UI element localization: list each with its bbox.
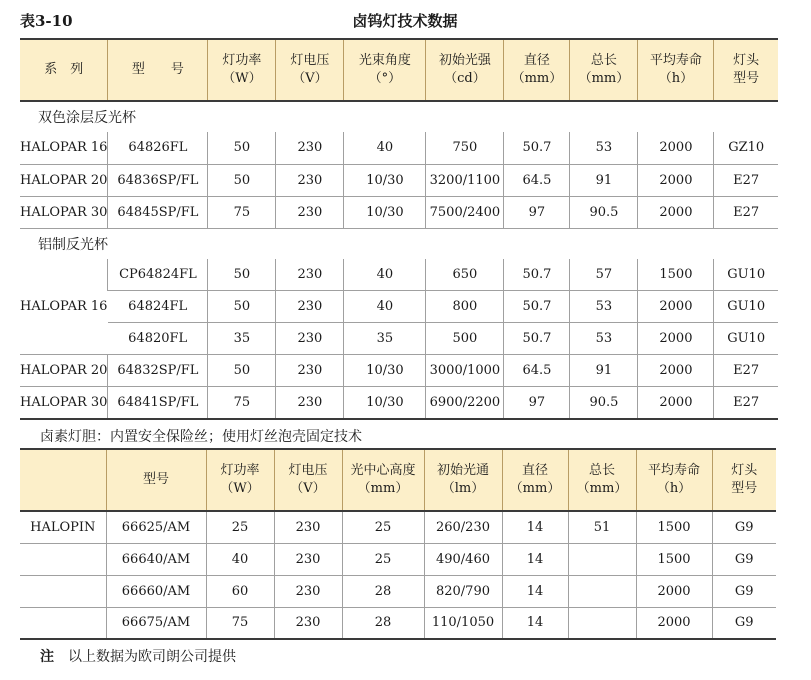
- column-header-line2: （mm）: [357, 481, 409, 496]
- column-header: [502, 449, 568, 511]
- table-cell: 14: [502, 543, 568, 575]
- column-header-line1: 总长: [588, 463, 615, 478]
- table-row: [20, 355, 778, 387]
- table-cell: 500: [426, 323, 504, 355]
- table-label: 表3-10: [20, 12, 73, 30]
- table-cell: 57: [570, 259, 638, 291]
- table-cell: 53: [570, 291, 638, 323]
- table-cell: 66660/AM: [106, 575, 206, 607]
- table-cell: 50.7: [504, 323, 570, 355]
- table-cell: 14: [502, 511, 568, 543]
- table-cell: 2000: [638, 355, 714, 387]
- table-cell: 64824FL: [128, 299, 188, 314]
- table-cell: 50.7: [504, 132, 570, 164]
- table-cell: 50: [208, 164, 276, 196]
- table-cell: 750: [426, 132, 504, 164]
- table-cell: 97: [504, 387, 570, 419]
- column-header: [106, 449, 206, 511]
- table-cell: 10/30: [344, 355, 426, 387]
- table-cell: 25: [342, 543, 424, 575]
- table-cell: [20, 607, 106, 639]
- table-cell: 97: [504, 196, 570, 228]
- section-row: [20, 101, 778, 132]
- table-cell: 75: [208, 196, 276, 228]
- table-cell: HALOPAR 30: [20, 394, 108, 410]
- table-cell: [568, 575, 636, 607]
- table-cell: 110/1050: [424, 607, 502, 639]
- column-header-line1: 型号: [142, 472, 169, 487]
- column-header: [20, 39, 108, 101]
- column-header-line1: 初始光通: [436, 463, 489, 478]
- table-cell: 7500/2400: [426, 196, 504, 228]
- section-title-halogen-capsule: 卤素灯胆：内置安全保险丝；使用灯丝泡壳固定技术: [40, 429, 362, 445]
- table-cell: G9: [712, 543, 776, 575]
- table-cell: 230: [274, 511, 342, 543]
- table-cell: 3200/1100: [426, 164, 504, 196]
- table-cell: 50: [208, 132, 276, 164]
- table-cell: 2000: [638, 387, 714, 419]
- table-cell: 230: [274, 575, 342, 607]
- table-cell: 650: [426, 259, 504, 291]
- table-cell: 64.5: [504, 355, 570, 387]
- table-cell: 1500: [636, 543, 712, 575]
- table-row: [20, 511, 776, 543]
- table-cell: CP64824FL: [108, 259, 208, 291]
- column-header-line2: （lm）: [441, 481, 485, 496]
- column-header-line2: （h）: [658, 71, 694, 86]
- table-cell: 2000: [638, 196, 714, 228]
- header-row: [20, 39, 778, 101]
- column-header-line2: （h）: [656, 481, 692, 496]
- column-header-line2: 型号: [733, 71, 760, 86]
- table-cell: 53: [570, 132, 638, 164]
- table-row: [20, 575, 776, 607]
- column-header: [342, 449, 424, 511]
- table-cell: 6900/2200: [426, 387, 504, 419]
- column-header: [638, 39, 714, 101]
- column-header-line1: 直径: [521, 463, 548, 478]
- column-header-line2: （V）: [290, 481, 326, 496]
- table-cell: 260/230: [424, 511, 502, 543]
- column-header-line2: （mm）: [509, 481, 561, 496]
- table-cell: 50.7: [504, 259, 570, 291]
- table-cell: 10/30: [344, 164, 426, 196]
- column-header: [426, 39, 504, 101]
- table-cell: 64832SP/FL: [108, 355, 208, 387]
- table-cell: 2000: [638, 164, 714, 196]
- table-cell: 10/30: [344, 196, 426, 228]
- table-cell: 800: [426, 291, 504, 323]
- section-title: 双色涂层反光杯: [38, 110, 136, 126]
- table-cell: HALOPIN: [30, 519, 96, 535]
- table-cell: HALOPAR 30: [20, 204, 108, 220]
- table-row: [20, 387, 778, 419]
- column-header: [636, 449, 712, 511]
- column-header-line1: 灯电压: [290, 53, 330, 68]
- column-header: [274, 449, 342, 511]
- table-title: 卤钨灯技术数据: [352, 12, 458, 30]
- table-row: [20, 323, 778, 355]
- table-cell: 75: [208, 387, 276, 419]
- lamp-data-table-1: [20, 38, 778, 420]
- table-cell: 2000: [638, 291, 714, 323]
- table-cell: E27: [714, 196, 778, 228]
- table-cell: 91: [570, 355, 638, 387]
- table-cell: 230: [274, 543, 342, 575]
- column-header: [276, 39, 344, 101]
- column-header-line1: 灯电压: [288, 463, 328, 478]
- column-header: [714, 39, 778, 101]
- column-header-line2: （cd）: [444, 71, 486, 86]
- series-cell: HALOPAR 16: [20, 259, 108, 355]
- table-cell: 53: [570, 323, 638, 355]
- table-cell: 230: [276, 164, 344, 196]
- table-cell: 40: [344, 259, 426, 291]
- table-cell: 90.5: [570, 387, 638, 419]
- table-cell: [568, 607, 636, 639]
- table-row: [20, 291, 778, 323]
- lamp-data-table-2: [20, 448, 776, 640]
- column-header: [206, 449, 274, 511]
- column-header-line1: 平均寿命: [647, 463, 700, 478]
- column-header-line2: （V）: [292, 71, 328, 86]
- column-header-line2: （mm）: [578, 71, 630, 86]
- header-row: [20, 449, 776, 511]
- table-cell: 66625/AM: [106, 511, 206, 543]
- column-header-line1: 直径: [523, 53, 550, 68]
- table-row: [20, 259, 778, 291]
- column-header: [568, 449, 636, 511]
- table-cell: [568, 543, 636, 575]
- table-cell: 820/790: [424, 575, 502, 607]
- column-header: [108, 39, 208, 101]
- column-header: [504, 39, 570, 101]
- table-cell: 91: [570, 164, 638, 196]
- table-cell: [20, 543, 106, 575]
- section-title: 铝制反光杯: [38, 236, 108, 253]
- table-cell: 50: [208, 355, 276, 387]
- table-cell: 40: [344, 291, 426, 323]
- table-cell: 230: [276, 291, 344, 323]
- column-header-line2: （W）: [220, 481, 260, 496]
- table-cell: GZ10: [714, 132, 778, 164]
- column-header: [344, 39, 426, 101]
- table-cell: [20, 575, 106, 607]
- column-header-line1: 系 列: [44, 62, 84, 77]
- table-cell: 1500: [638, 259, 714, 291]
- table-cell: 14: [502, 607, 568, 639]
- table-cell: 230: [276, 355, 344, 387]
- table-cell: 490/460: [424, 543, 502, 575]
- column-header-line1: 光中心高度: [350, 463, 416, 478]
- table-cell: GU10: [714, 259, 778, 291]
- table-cell: HALOPAR 20: [20, 363, 108, 378]
- column-header: [424, 449, 502, 511]
- column-header-line1: 初始光强: [438, 53, 491, 68]
- table-cell: GU10: [714, 323, 778, 355]
- column-header-line2: （°）: [368, 71, 402, 86]
- table-cell: 64826FL: [108, 132, 208, 164]
- table-cell: G9: [712, 575, 776, 607]
- table-cell: 230: [276, 323, 344, 355]
- title-row: [20, 10, 790, 34]
- column-header-line2: 型号: [731, 481, 758, 496]
- table-cell: 1500: [636, 511, 712, 543]
- column-header-line1: 平均寿命: [649, 53, 702, 68]
- table-cell: 28: [342, 575, 424, 607]
- column-header-line1: 灯头: [733, 53, 760, 68]
- table-cell: 2000: [638, 323, 714, 355]
- column-header: [712, 449, 776, 511]
- table-cell: GU10: [714, 291, 778, 323]
- column-header: [570, 39, 638, 101]
- table-row: [20, 164, 778, 196]
- table-cell: 75: [206, 607, 274, 639]
- column-header-line1: 总长: [590, 53, 617, 68]
- table-cell: HALOPAR 20: [20, 172, 108, 188]
- table-cell: 2000: [638, 132, 714, 164]
- column-header-line2: （W）: [222, 71, 262, 86]
- table-cell: 230: [276, 259, 344, 291]
- table-cell: 3000/1000: [426, 355, 504, 387]
- table-cell: 64820FL: [128, 331, 188, 346]
- table-cell: 2000: [636, 607, 712, 639]
- footnote-text: 以上数据为欧司朗公司提供: [68, 649, 236, 665]
- table-row: [20, 543, 776, 575]
- table-cell: 60: [206, 575, 274, 607]
- table-cell: 230: [276, 132, 344, 164]
- table-cell: G9: [712, 511, 776, 543]
- column-header-line1: 灯功率: [222, 53, 262, 68]
- column-header-line1: 型 号: [131, 62, 184, 77]
- table-cell: E27: [714, 387, 778, 419]
- table-cell: 64845SP/FL: [108, 196, 208, 228]
- column-header-line2: （mm）: [576, 481, 628, 496]
- table-cell: 51: [568, 511, 636, 543]
- table-cell: 25: [206, 511, 274, 543]
- table-cell: 90.5: [570, 196, 638, 228]
- table-cell: E27: [714, 164, 778, 196]
- table-cell: 14: [502, 575, 568, 607]
- table-cell: E27: [714, 355, 778, 387]
- table-cell: 50.7: [504, 291, 570, 323]
- table-cell: 66640/AM: [106, 543, 206, 575]
- table-row: [20, 132, 778, 164]
- table-cell: 50: [208, 259, 276, 291]
- table-cell: 230: [276, 196, 344, 228]
- footnote: [40, 646, 236, 666]
- table-cell: 50: [208, 291, 276, 323]
- section-row: [20, 228, 778, 259]
- table-cell: 64836SP/FL: [108, 164, 208, 196]
- table-cell: G9: [712, 607, 776, 639]
- table-cell: 40: [344, 132, 426, 164]
- table-cell: 64841SP/FL: [108, 387, 208, 419]
- column-header-line1: 光束角度: [358, 53, 411, 68]
- column-header: [20, 449, 106, 511]
- table-cell: HALOPAR 16: [20, 140, 108, 156]
- column-header-line1: 灯功率: [220, 463, 260, 478]
- column-header: [208, 39, 276, 101]
- table-cell: 230: [274, 607, 342, 639]
- column-header-line1: 灯头: [731, 463, 758, 478]
- table-cell: 35: [344, 323, 426, 355]
- table-cell: 25: [342, 511, 424, 543]
- table-cell: 35: [208, 323, 276, 355]
- table-cell: 28: [342, 607, 424, 639]
- table-row: [20, 196, 778, 228]
- footnote-label: 注: [40, 649, 54, 665]
- table-cell: 64.5: [504, 164, 570, 196]
- table-cell: 2000: [636, 575, 712, 607]
- table-cell: 230: [276, 387, 344, 419]
- table-cell: 10/30: [344, 387, 426, 419]
- table-cell: 66675/AM: [106, 607, 206, 639]
- table-row: [20, 607, 776, 639]
- table-cell: 40: [206, 543, 274, 575]
- column-header-line2: （mm）: [511, 71, 563, 86]
